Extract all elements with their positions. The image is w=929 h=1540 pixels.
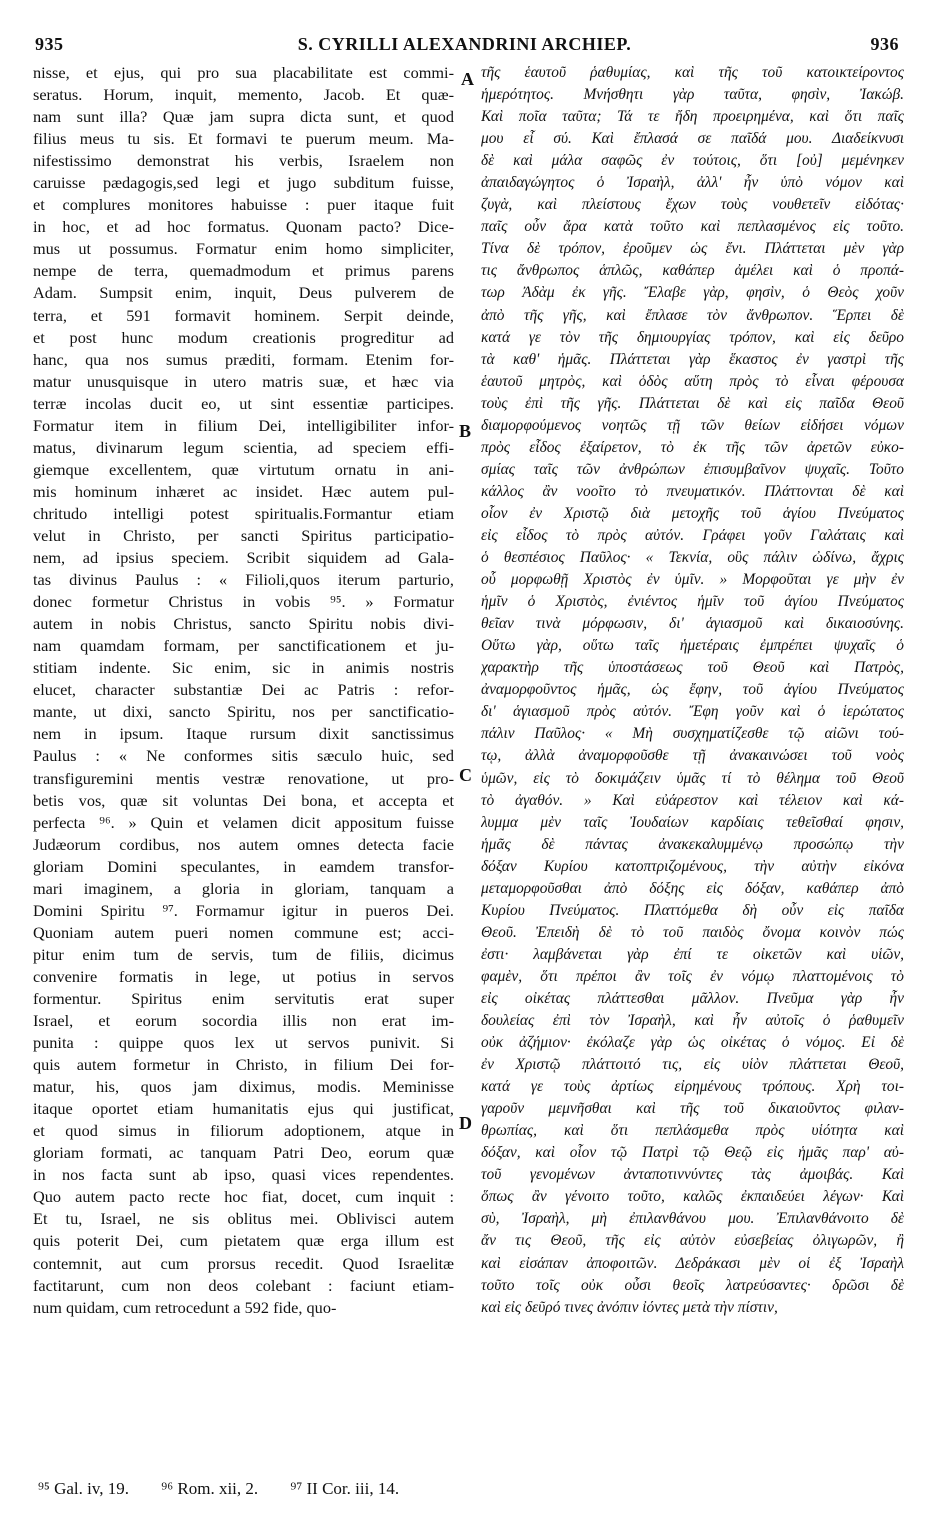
greek-line: ζυγὰ, καὶ πλείστους ἔχων τοὺς νουθετεῖν εἰδότας· [481, 196, 904, 214]
latin-line: mis hominum inhæret ac insidet. Hæc autem pul- [33, 481, 454, 501]
latin-line: Domini Spiritu ⁹⁷. Formamur igitur in pueros Dei. [33, 900, 454, 920]
greek-line: ἀπὸ τῆς γῆς, καὶ ἔπλασε τὸν ἄνθρωπον. Ἕρπει δὲ [481, 306, 904, 324]
greek-line: ὑμῶν, εἰς τὸ δοκιμάζειν ὑμᾶς τί τὸ θέλημα τοῦ Θεοῦ [481, 769, 904, 787]
latin-line: Judæorum cordibus, nos autem omnes detecta facie [33, 834, 454, 854]
margin-letter-c: C [459, 765, 472, 785]
greek-line: διαμορφούμενος νοητῶς τῇ τῶν θείων εἰδήσει νόμων [481, 416, 904, 434]
latin-line: donec formetur Christus in vobis ⁹⁵. » Formatur [33, 592, 454, 612]
greek-line: καὶ εἰσάπαν ἀποφοιτῶν. Δεδράκασι μὲν οἱ ἐξ Ἰσραὴλ [481, 1254, 904, 1272]
latin-line: velut in Christo, per sancti Spiritus participatio- [33, 525, 454, 545]
footnote-96: ⁹⁶ Rom. xii, 2. [161, 1479, 259, 1498]
latin-line: in hoc, et ad hoc formatus. Quonam pacto? Dice- [33, 217, 454, 237]
latin-line: Quoniam autem pueri nomen commune est; acci- [33, 922, 454, 942]
latin-line: terræ incolas ducit eo, ut sint essentiæ participes. [33, 393, 454, 413]
latin-line: nempe de terra, quemadmodum et primus parens [33, 261, 454, 281]
latin-line: terra, et 591 formavit hominem. Serpit deinde, [33, 305, 454, 325]
greek-line: πάλιν Παῦλος· « Μὴ συσχηματίζεσθε τῷ αἰῶνι τού- [481, 725, 904, 743]
greek-line: παῖς οὖν ἄρα κατὰ τοῦτο καὶ πεπλασμένος εἰς τοῦτο. [481, 218, 904, 236]
greek-line: ἡμᾶς δὲ πάντας ἀνακεκαλυμμένῳ προσώπῳ τὴν [481, 835, 904, 853]
latin-line: nem in ipsum. Itaque rursum dixit sanctissimus [33, 724, 454, 744]
margin-letter-b: B [459, 421, 472, 441]
greek-line: Οὕτω γὰρ, οὕτω ταῖς ἡμετέραις ἐμπρέπει ψυχαῖς ὁ [481, 637, 904, 655]
greek-line: δόξαν, καὶ οἷον τῷ Πατρὶ τῷ Θεῷ εἰς ἡμᾶς παρ' αὐ- [481, 1144, 904, 1162]
latin-line: hanc, qua nos sumus præditi, formam. Etenim for- [33, 349, 454, 369]
latin-line: perfecta ⁹⁶. » Quin et velamen dicit appositum fuisse [33, 812, 454, 832]
greek-line: οἷον ἐν Χριστῷ διὰ μετοχῆς τοῦ ἁγίου Πνεύματος [481, 504, 904, 522]
greek-line: οὐκ ἀζήμιον· ἐκόλαζε γὰρ ὡς οἰκέτας ὁ νόμος. Εἰ δὲ [481, 1034, 904, 1052]
greek-line: ἡμῖν ὁ Χριστὸς, ἐνιέντος ἡμῖν τοῦ ἁγίου Πνεύματος [481, 593, 904, 611]
greek-line: τῆς ἑαυτοῦ ῥαθυμίας, καὶ τῆς τοῦ κατοικτείροντος [481, 64, 904, 81]
latin-line: formentur. Spiritus enim servitutis erat super [33, 988, 454, 1008]
latin-line: factitarunt, cum non deos colebant : faciunt etiam- [33, 1275, 454, 1295]
greek-line: δι' ἁγιασμοῦ πρὸς αὐτόν. Ἔφη γοῦν καὶ ὁ ἱερώτατος [481, 703, 904, 721]
latin-line: matur, his, quos jam diximus, modis. Meminisse [33, 1077, 454, 1097]
latin-line: Paulus : « Ne conformes sitis sæculo huic, sed [33, 746, 454, 766]
latin-line: in nos facta sunt ab ipso, quasi vices rependentes. [33, 1165, 454, 1185]
greek-line: σμίας ταῖς τῶν ἀνθρώπων ἐπισυμβαῖνον ψυχαῖς. Τοῦτο [481, 460, 904, 478]
right-page-number: 936 [870, 34, 899, 54]
greek-line: τῳ, ἀλλὰ ἀναμορφοῦσθε τῇ ἀνακαινώσει τοῦ νοὸς [481, 747, 904, 765]
greek-line: θρωπίας, καὶ ὅτι πεπλάσμεθα πρὸς υἱότητα καὶ [481, 1122, 904, 1140]
latin-line: mus ut possumus. Formatur enim homo simpliciter, [33, 239, 454, 259]
greek-line: πρὸς εἶδος ἐξαίρετον, τὸ ἐκ τῆς τῶν ἀρετῶν εὐκο- [481, 438, 904, 456]
greek-line: λυμμα μὲν ταῖς Ἰουδαίων καρδίαις τεθεῖσθαί φησιν, [481, 813, 904, 831]
latin-line: pitur enim tum de servis, tum de filiis, dicimus [33, 944, 454, 964]
latin-line: nam quamdam formam, per sanctificationem et ju- [33, 636, 454, 656]
latin-line: stitiam indente. Sic enim, sic in animis nostris [33, 658, 454, 678]
latin-line: quis poterit Dei, cum pietatem quæ erga illum est [33, 1231, 454, 1251]
greek-line: σὺ, Ἰσραὴλ, μὴ ἐπιλανθάνου μου. Ἐπιλανθάνοιτο δὲ [481, 1210, 904, 1228]
latin-line: Quo autem pacto recte hoc fiat, docet, cum inquit : [33, 1187, 454, 1207]
greek-line: τις ἄνθρωπος ἁπλῶς, καθάπερ ἀμέλει καὶ ὁ προπά- [481, 262, 904, 280]
greek-line: ὁ θεσπέσιος Παῦλος· « Τεκνία, οὓς πάλιν ὠδίνω, ἄχρις [481, 549, 904, 567]
greek-line: Θεοῦ. Ἐπειδὴ δὲ τὸ τοῦ παιδὸς ὄνομα κοινὸν πώς [481, 923, 904, 941]
greek-line: Καὶ ποῖα ταῦτα; Τά τε ἤδη προειρημένα, καὶ ὅτι παῖς [481, 108, 904, 126]
latin-line: nam sunt illa? Quæ jam supra dicta sunt, et quod [33, 107, 454, 127]
latin-line: nifestissimo demonstrat his verbis, Israelem non [33, 151, 454, 171]
greek-line: ἑαυτοῦ μητρὸς, καὶ ὁδὸς αὕτη πρὸς τὸ εἶναι φέρουσα [481, 372, 904, 390]
greek-line: εἰς οἰκέτας πλάττεσθαι μᾶλλον. Πνεῦμα γὰρ ἦν [481, 989, 904, 1007]
latin-line: transfiguremini mentis vestræ renovatione, ut pro- [33, 768, 454, 788]
greek-line: Τίνα δὲ τρόπον, ἐροῦμεν ὡς ἔνι. Πλάττεται μὲν γὰρ [481, 240, 904, 258]
latin-line: nisse, et ejus, qui pro sua placabilitate est commi- [33, 63, 454, 82]
greek-line: θεῖαν τινὰ μόρφωσιν, δι' ἁγιασμοῦ καὶ δικαιοσύνης. [481, 615, 904, 633]
greek-line: ἡμερότητος. Μνήσθητι γὰρ ταῦτα, φησὶν, Ἰακώβ. [481, 86, 904, 104]
latin-line: Israel, et eorum socordia illis non erat im- [33, 1011, 454, 1031]
greek-line: δουλείας ἐπὶ τὸν Ἰσραὴλ, καὶ ἦν αὐτοῖς ὁ ῥαθυμεῖν [481, 1012, 904, 1030]
greek-line: δὲ καὶ μάλα σαφῶς ἐν τούτοις, ὅτι [οὐ] μεμένηκεν [481, 152, 904, 170]
greek-line: κάλλος ἂν νοοῖτο τὸ πνευματικόν. Πλάττονται δὲ καὶ [481, 482, 904, 500]
greek-line: τοῦ γενομένων ἀνταποτιννύντες τὰς ἀμοιβάς. Καὶ [481, 1166, 904, 1184]
latin-line: Formatur item in filium Dei, intelligibiliter infor- [33, 415, 454, 435]
latin-line: gloriam Domini speculantes, in eamdem transfor- [33, 856, 454, 876]
greek-line: χαρακτὴρ τῆς ὑποστάσεως τοῦ Θεοῦ καὶ Πατρὸς, [481, 659, 904, 677]
margin-letter-d: D [459, 1113, 472, 1133]
latin-line: caruisse pædagogis,sed legi et jugo subditum fuisse, [33, 173, 454, 193]
latin-line: itaque oportet etiam humanitatis ejus qui justificat, [33, 1099, 454, 1119]
latin-line: contemnit, aut cum prorsus recedit. Quod Israelitæ [33, 1253, 454, 1273]
greek-line: μεταμορφοῦσθαι ἀπὸ δόξης εἰς δόξαν, καθάπερ ἀπὸ [481, 879, 904, 897]
greek-line: κατά γε τοὺς ἀρτίως εἰρημένους τρόπους. Χρὴ τοι- [481, 1078, 904, 1096]
latin-line: matur unusquisque in utero matris suæ, et hæc via [33, 371, 454, 391]
greek-line: καὶ εἰς δεῦρό τινες ἀνόπιν ἰόντες μετὰ τὴν πίστιν, [481, 1298, 778, 1316]
greek-line: ἀναμορφοῦντος ἡμᾶς, ὡς ἔφην, τοῦ ἁγίου Πνεύματος [481, 681, 904, 699]
latin-column [33, 62, 454, 1319]
greek-line: ἐστι· λαμβάνεται γὰρ ἐπί τε οἰκετῶν καὶ υἱῶν, [481, 945, 904, 963]
latin-line: betis vos, quæ sit voluntas Dei bona, et accepta et [33, 790, 454, 810]
greek-line: τὸ ἀγαθόν. » Καὶ εὐάρεστον καὶ τέλειον καὶ κά- [481, 791, 904, 809]
latin-line: quis autem formetur in Christo, in filium Dei for- [33, 1055, 454, 1075]
footnote-97: ⁹⁷ II Cor. iii, 14. [290, 1479, 400, 1498]
latin-line: mante, ut dixi, sancto Spiritu, nos per sanctificatio- [33, 702, 454, 722]
greek-line: τοῦτο τοῖς οὐκ οὖσι θεοῖς λατρεύσαντες· δρῶσι δὲ [481, 1276, 904, 1294]
greek-line: δόξαν Κυρίου κατοπτριζομένους, τὴν αὐτὴν εἰκόνα [481, 857, 904, 875]
latin-line: nem, ad ipsius speciem. Scribit siquidem ad Gala- [33, 548, 454, 568]
greek-column [481, 62, 904, 1319]
latin-line: elucet, character substantiæ Dei ac Patris : refor- [33, 680, 454, 700]
greek-line: κατά γε τὸν τῆς δημιουργίας τρόπον, καὶ εἰς δεῦρο [481, 328, 904, 346]
latin-line: Et tu, Israel, ne sis oblitus mei. Oblivisci autem [33, 1209, 454, 1229]
latin-line: matus, divinarum legum scientia, ad speciem effi- [33, 437, 454, 457]
greek-line: ἀπαιδαγώγητος ὁ Ἰσραὴλ, ἀλλ' ἦν ὑπὸ νόμον καὶ [481, 174, 904, 192]
footnotes [38, 1479, 427, 1499]
latin-line: gloriam formati, ac tanquam Patri Deo, eorum quæ [33, 1143, 454, 1163]
greek-line: τὰ καθ' ἡμᾶς. Πλάττεται γὰρ ἕκαστος ἐν γαστρὶ τῆς [481, 350, 904, 368]
greek-line: γαροῦν μεμνῆσθαι καὶ τῆς τοῦ δικαιοῦντος φιλαν- [481, 1100, 904, 1118]
latin-line: autem in nobis Christus, sancto Spiritu nobis divi- [33, 614, 454, 634]
greek-line: Κυρίου Πνεύματος. Πλαττόμεθα δὴ οὖν εἰς παῖδα [481, 901, 904, 919]
greek-line: οὗ μορφωθῇ Χριστὸς ἐν ὑμῖν. » Μορφοῦται γε μὴν ἐν [481, 571, 904, 589]
latin-line: tas divinus Paulus : « Filioli,quos iterum parturio, [33, 570, 454, 590]
latin-line: Adam. Sumpsit enim, inquit, Deus pulverem de [33, 283, 454, 303]
greek-line: ὅπως ἂν γένοιτο τοῦτο, καλῶς ἐκπαιδεύει λέγων· Καὶ [481, 1188, 904, 1206]
latin-line: chritudo intelligi potest spiritualis.Formantur etiam [33, 503, 454, 523]
left-page-number: 935 [35, 34, 64, 54]
latin-line: et complures monitores habuisse : puer itaque fuit [33, 195, 454, 215]
greek-line: τωρ Ἀδὰμ ἐκ γῆς. Ἔλαβε γὰρ, φησὶν, ὁ Θεὸς χοῦν [481, 284, 904, 302]
greek-line: φαμὲν, ὅτι πρέποι ἂν τοῖς ἐν νόμῳ πλαττομένοις τὸ [481, 967, 904, 985]
latin-line: et post hunc modum creationis progreditur ad [33, 327, 454, 347]
latin-line: convenire formatis in lege, ut potius in servos [33, 966, 454, 986]
greek-line: μου εἶ σύ. Καὶ ἔπλασά σε παῖδά μου. Διαδείκνυσι [481, 130, 904, 148]
latin-line: mari imaginem, a gloria in gloriam, tanquam a [33, 878, 454, 898]
greek-line: τοὺς ἐπὶ τῆς γῆς. Πλάττεται δὲ καὶ εἰς παῖδα Θεοῦ [481, 394, 904, 412]
footnote-95: ⁹⁵ Gal. iv, 19. [38, 1479, 130, 1498]
running-title: S. CYRILLI ALEXANDRINI ARCHIEP. [297, 34, 632, 54]
greek-line: ἄν τις Θεοῦ, τῆς εἰς αὐτὸν εὐσεβείας ὀλιγωρῶν, ἢ [481, 1232, 904, 1250]
margin-letter-a: A [461, 69, 474, 89]
latin-line: seratus. Horum, inquit, memento, Jacob. Et quæ- [33, 85, 454, 105]
latin-line: filius meus tu sis. Et formavi te puerum meum. Ma- [33, 129, 454, 149]
greek-line: ἐν Χριστῷ πλάττοιτό τις, εἰς υἱὸν πλάττεται Θεοῦ, [481, 1056, 904, 1074]
latin-line: giemque excellentem, quæ virtutum ornatu in ani- [33, 459, 454, 479]
latin-line: punita : quippe quos lex ut servos punivit. Si [33, 1033, 454, 1053]
latin-line: et quod simus in filiorum adoptionem, atque in [33, 1121, 454, 1141]
greek-line: εἰς εἶδος τὸ πρὸς αὐτόν. Γράφει γοῦν Γαλάταις καὶ [481, 526, 904, 544]
latin-line: num quidam, cum retrocedunt a 592 fide, quo- [33, 1297, 337, 1317]
